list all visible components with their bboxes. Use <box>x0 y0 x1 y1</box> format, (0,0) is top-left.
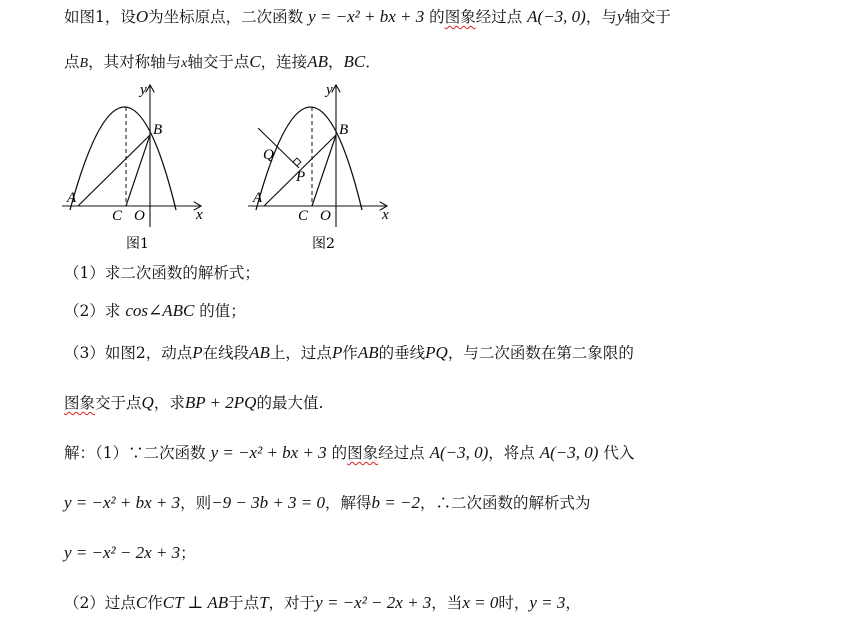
var-C: C <box>135 593 148 612</box>
equation: y = −x² + bx + 3 <box>64 493 181 512</box>
equation: y = −x² + bx + 3 <box>210 443 327 462</box>
var-x: x <box>181 56 188 71</box>
var-Q: Q <box>141 393 154 412</box>
label-A: A <box>67 190 77 206</box>
label-x: x <box>196 207 203 223</box>
equation: y = −x² − 2x + 3 <box>64 543 181 562</box>
solution-line-1 <box>64 442 634 464</box>
var-P: P <box>331 343 343 362</box>
equation: y = −x² + bx + 3 <box>308 7 425 26</box>
text: （1）求二次函数的解析式； <box>64 264 260 282</box>
text: 经过点 <box>378 444 425 462</box>
text: 的最大值. <box>256 394 324 412</box>
equation: −9 − 3b + 3 = 0 <box>211 493 326 512</box>
text: 作 <box>342 344 358 362</box>
label-O: O <box>320 208 331 224</box>
problem-line-2 <box>64 51 381 75</box>
segment-BC <box>312 135 336 206</box>
text: 于点 <box>228 594 260 612</box>
text: 如图1，设 <box>64 8 136 26</box>
expr-target: BP + 2PQ <box>184 393 257 412</box>
var-y: y <box>616 7 625 26</box>
text: 为坐标原点，二次函数 <box>148 8 304 26</box>
right-angle-mark <box>293 158 301 166</box>
text: ，连接 <box>260 53 308 71</box>
label-C: C <box>298 208 309 224</box>
text: 的垂线 <box>378 344 426 362</box>
label-B: B <box>153 122 163 138</box>
text-wavy: 图象 <box>444 8 476 26</box>
text: 时， <box>498 594 530 612</box>
text-wavy: 图象 <box>347 444 379 462</box>
label-Q: Q <box>263 147 274 163</box>
question-1 <box>64 262 260 284</box>
figure-1 <box>58 82 218 254</box>
text: 点 <box>64 53 80 71</box>
text: 交于点 <box>95 394 142 412</box>
text: ，当 <box>431 594 463 612</box>
solution-line-3 <box>64 542 196 564</box>
label-C: C <box>112 208 123 224</box>
var-T: T <box>259 593 269 612</box>
point-A: A(−3, 0) <box>429 443 489 462</box>
segment-BC <box>126 135 150 206</box>
text: 代入 <box>603 444 635 462</box>
expr-cos: cos∠ABC <box>125 301 195 320</box>
text: （2）求 <box>64 302 121 320</box>
label-y: y <box>326 82 333 98</box>
caption-fig1: 图1 <box>126 236 149 252</box>
seg-AB: AB <box>249 343 270 362</box>
text: ． <box>365 53 381 71</box>
point-A: A(−3, 0) <box>539 443 599 462</box>
text: ，与 <box>585 8 617 26</box>
equation: CT ⊥ AB <box>162 593 229 612</box>
text: 经过点 <box>475 8 523 26</box>
seg-BC: BC <box>343 52 366 71</box>
var-O: O <box>135 7 149 26</box>
text: （3）如图2，动点 <box>64 344 193 362</box>
text: 在线段 <box>202 344 250 362</box>
label-A: A <box>253 190 263 206</box>
text: ，∴二次函数的解析式为 <box>420 494 591 512</box>
segment-AB <box>78 135 150 206</box>
question-2 <box>64 300 246 322</box>
text: 作 <box>147 594 163 612</box>
label-y: y <box>140 82 147 98</box>
label-x: x <box>382 207 389 223</box>
label-B: B <box>339 122 349 138</box>
problem-line-1 <box>64 6 671 28</box>
text: 的 <box>429 8 445 26</box>
equation: b = −2 <box>371 493 420 512</box>
equation: y = 3 <box>529 593 566 612</box>
text: ，对于 <box>268 594 316 612</box>
question-3-line-2 <box>64 392 323 414</box>
figure-2 <box>244 82 404 254</box>
seg-AB: AB <box>307 52 328 71</box>
var-P: P <box>192 343 203 362</box>
var-C: C <box>249 52 261 71</box>
text: ， <box>565 594 581 612</box>
text: ； <box>180 544 196 562</box>
equation: x = 0 <box>462 593 499 612</box>
solution-line-2 <box>64 492 591 514</box>
text: ，将点 <box>488 444 535 462</box>
text: ， <box>327 53 344 71</box>
label-P: P <box>296 169 306 185</box>
text: ，则 <box>180 494 212 512</box>
text: ，与二次函数在第二象限的 <box>447 344 634 362</box>
point-A: A(−3, 0) <box>527 7 586 26</box>
text: 轴交于点 <box>187 53 250 71</box>
question-3-line-1 <box>64 342 634 364</box>
var-B: B <box>79 56 89 71</box>
text: 的值； <box>199 302 246 320</box>
seg-AB: AB <box>357 343 379 362</box>
text: 上，过点 <box>269 344 332 362</box>
text-wavy: 图象 <box>64 394 96 412</box>
solution-line-4 <box>64 592 581 614</box>
equation: y = −x² − 2x + 3 <box>315 593 432 612</box>
text: 解：（1）∵二次函数 <box>64 444 206 462</box>
text: ，解得 <box>325 494 372 512</box>
text: 轴交于 <box>624 8 671 26</box>
label-O: O <box>134 208 145 224</box>
text: ，其对称轴与 <box>88 53 182 71</box>
caption-fig2: 图2 <box>312 236 335 252</box>
text: 的 <box>331 444 348 462</box>
seg-PQ: PQ <box>425 343 448 362</box>
text: （2）过点 <box>64 594 136 612</box>
text: ，求 <box>153 394 185 412</box>
